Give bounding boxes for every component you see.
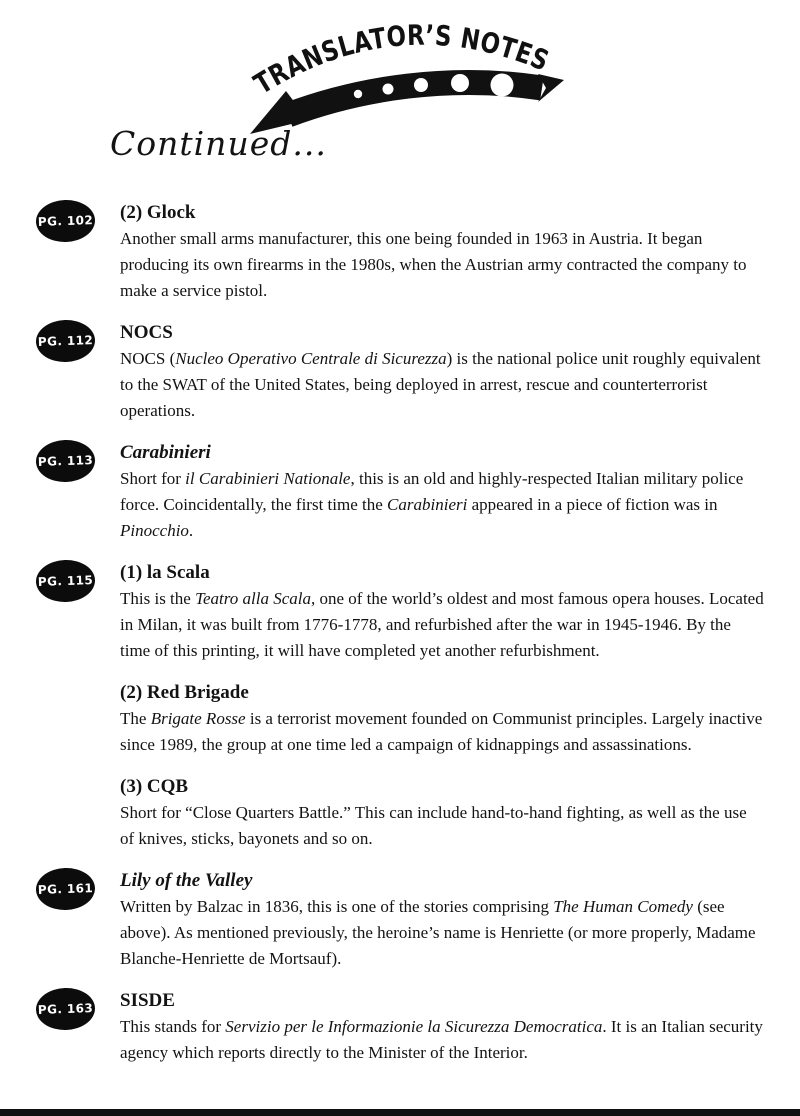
badge-column — [0, 200, 120, 242]
entry-body-segment: Pinocchio — [120, 521, 189, 540]
note-entry — [0, 200, 800, 304]
entry-body-segment: NOCS ( — [120, 349, 176, 368]
page-badge: PG. 113 — [35, 439, 95, 483]
entry-body-segment: , this is an old and highly-respected Italian military police force. Coincidentally, the first time the — [120, 469, 744, 514]
badge-column — [0, 440, 120, 482]
entry-body-segment: This stands for — [120, 1017, 226, 1036]
translator-notes-logo-art — [248, 16, 566, 138]
notes-list — [0, 200, 800, 1082]
entry-body — [120, 894, 765, 972]
entry-body-segment: appeared in a piece of fiction was in — [467, 495, 718, 514]
note-entry — [0, 988, 800, 1066]
entry-title: NOCS — [120, 322, 173, 343]
entry-title: Lily of the Valley — [120, 870, 253, 891]
badge-column — [0, 560, 120, 602]
entry-body — [120, 800, 765, 852]
page-badge: PG. 163 — [35, 987, 95, 1031]
entry-body-segment: Brigate Rosse — [150, 709, 246, 728]
entry-body — [120, 706, 765, 758]
entry-text-column — [120, 200, 765, 304]
logo-title-text: TRANSLATOR’S NOTES — [248, 18, 558, 101]
logo-dot — [354, 90, 362, 98]
entry-title: Carabinieri — [120, 442, 211, 463]
entry-title: (2) Glock — [120, 202, 196, 223]
page-badge: PG. 161 — [35, 867, 95, 911]
translator-notes-logo — [248, 16, 566, 138]
note-entry — [0, 320, 800, 424]
entry-body-segment: , one of the world’s oldest and most famous opera houses. Located in Milan, it was built from 1776-1778, and refurbished after the war in 1945-1946. By the time of this printing, it will have completed yet another refurbishment. — [120, 589, 764, 660]
entry-body-segment: The — [120, 709, 151, 728]
page-badge: PG. 112 — [35, 319, 95, 363]
logo-dot — [491, 74, 514, 97]
entry-body-segment: Teatro alla Scala — [195, 589, 311, 608]
logo-dot — [414, 78, 428, 92]
entry-text-column — [120, 868, 765, 972]
entry-body-segment: Written by Balzac in 1836, this is one of the stories comprising — [120, 897, 554, 916]
page-badge: PG. 102 — [35, 199, 95, 243]
continued-heading: Continued... — [110, 124, 327, 163]
page-edge-bar — [0, 1109, 800, 1116]
entry-body — [120, 1014, 765, 1066]
logo-dot — [383, 84, 394, 95]
entry-body-segment: Another small arms manufacturer, this one being founded in 1963 in Austria. It began producing its own firearms in the 1980s, when the Austrian army contracted the company to make a service pistol. — [120, 229, 747, 300]
entry-title: (3) CQB — [120, 776, 189, 797]
note-entry — [0, 774, 800, 852]
entry-body — [120, 226, 765, 304]
entry-body — [120, 586, 765, 664]
entry-body-segment: Carabinieri — [387, 495, 468, 514]
entry-title: (1) la Scala — [120, 562, 210, 583]
badge-column — [0, 680, 120, 722]
entry-text-column — [120, 680, 765, 758]
entry-body-segment: This is the — [120, 589, 196, 608]
badge-column — [0, 988, 120, 1030]
entry-text-column — [120, 560, 765, 664]
entry-body-segment: Nucleo Operativo Centrale di Sicurezza — [175, 349, 447, 368]
note-entry — [0, 868, 800, 972]
entry-body-segment: il Carabinieri Nationale — [185, 469, 351, 488]
badge-column — [0, 320, 120, 362]
entry-body-segment: Servizio per le Informazionie la Sicurezza Democratica — [225, 1017, 603, 1036]
note-entry — [0, 560, 800, 664]
entry-title: SISDE — [120, 990, 175, 1011]
entry-text-column — [120, 320, 765, 424]
note-entry — [0, 680, 800, 758]
entry-body-segment: Short for “Close Quarters Battle.” This can include hand-to-hand fighting, as well as the use of knives, sticks, bayonets and so on. — [120, 803, 747, 848]
logo-dot — [451, 74, 469, 92]
note-entry — [0, 440, 800, 544]
entry-body — [120, 466, 765, 544]
entry-body — [120, 346, 765, 424]
page-badge: PG. 115 — [35, 559, 95, 603]
entry-text-column — [120, 774, 765, 852]
entry-body-segment: . — [188, 521, 194, 540]
entry-body-segment: ) is the national police unit roughly equivalent to the SWAT of the United States, being deployed in arrest, rescue and counterterrorist operations. — [120, 349, 761, 420]
entry-text-column — [120, 988, 765, 1066]
entry-body-segment: . It is an Italian security agency which reports directly to the Minister of the Interior. — [120, 1017, 763, 1062]
entry-body-segment: is a terrorist movement founded on Communist principles. Largely inactive since 1989, the group at one time led a campaign of kidnappings and assassinations. — [120, 709, 763, 754]
entry-title: (2) Red Brigade — [120, 682, 249, 703]
badge-column — [0, 774, 120, 816]
entry-body-segment: The Human Comedy — [553, 897, 693, 916]
entry-body-segment: (see above). As mentioned previously, the heroine’s name is Henriette (or more properly, Madame Blanche-Henriette de Mortsauf). — [120, 897, 756, 968]
badge-column — [0, 868, 120, 910]
entry-body-segment: Short for — [120, 469, 186, 488]
entry-text-column — [120, 440, 765, 544]
